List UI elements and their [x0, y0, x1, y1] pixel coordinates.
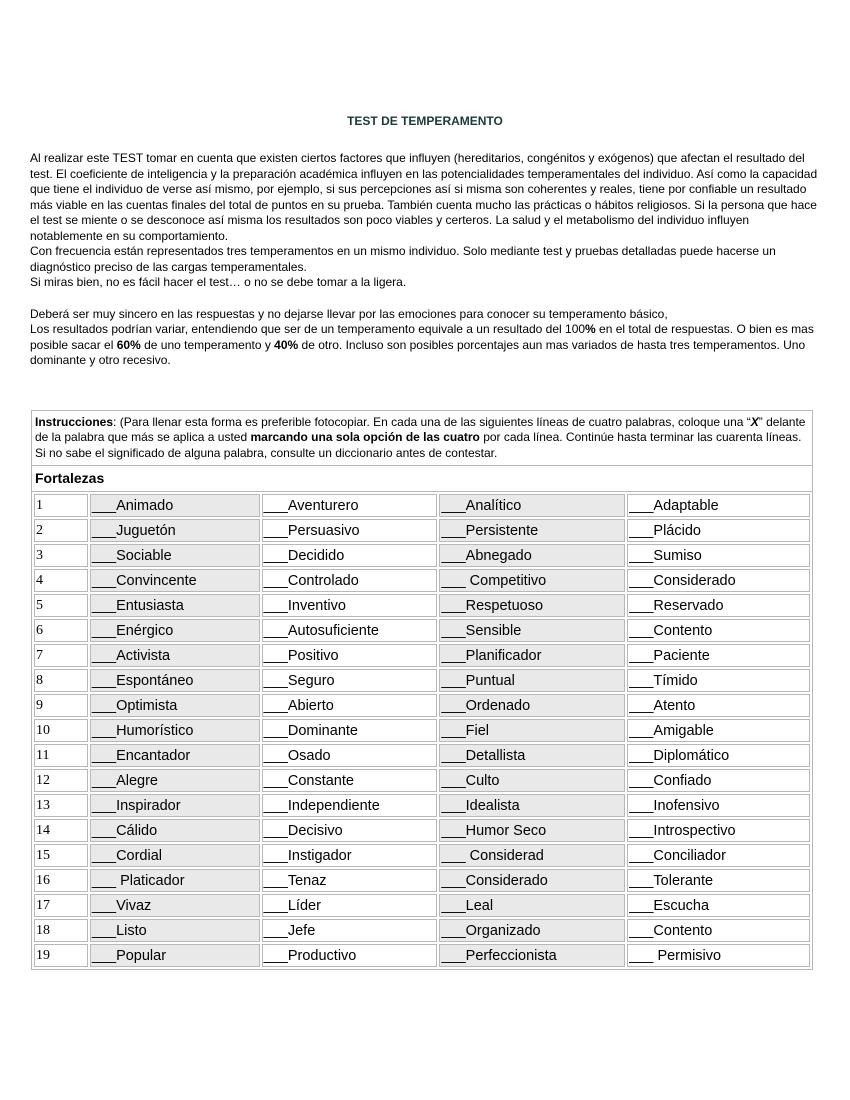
table-row [34, 744, 810, 767]
row-number: 19 [34, 944, 88, 967]
page-title: TEST DE TEMPERAMENTO [347, 114, 503, 128]
word-option[interactable]: ___Considerado [627, 569, 810, 592]
word-option[interactable]: ___Tenaz [262, 869, 438, 892]
table-row [34, 594, 810, 617]
word-option[interactable]: ___Tolerante [627, 869, 810, 892]
table-row [34, 569, 810, 592]
word-option[interactable]: ___Alegre [90, 769, 260, 792]
word-option[interactable]: ___Culto [439, 769, 625, 792]
row-number: 2 [34, 519, 88, 542]
word-option[interactable]: ___Popular [90, 944, 260, 967]
word-option[interactable]: ___Adaptable [627, 494, 810, 517]
table-row [34, 719, 810, 742]
row-number: 10 [34, 719, 88, 742]
row-number: 3 [34, 544, 88, 567]
word-option[interactable]: ___Controlado [262, 569, 438, 592]
word-option[interactable]: ___Inofensivo [627, 794, 810, 817]
intro-paragraph-3: Si miras bien, no es fácil hacer el test… o no se debe tomar a la ligera. [30, 275, 407, 289]
instructions-bold-text: marcando una sola opción de las cuatro [250, 430, 480, 445]
instructions-text: : (Para llenar esta forma es preferible fotocopiar. En cada una de las siguientes líneas de cuatro palabras, coloque una “ [113, 415, 751, 429]
table-row [34, 619, 810, 642]
word-option[interactable]: ___Contento [627, 919, 810, 942]
word-option[interactable]: ___Osado [262, 744, 438, 767]
word-option[interactable]: ___Plácido [627, 519, 810, 542]
word-option[interactable]: ___Idealista [439, 794, 625, 817]
word-option[interactable]: ___Constante [262, 769, 438, 792]
table-row [34, 644, 810, 667]
intro-text-run: de uno temperamento y [140, 337, 275, 352]
word-option[interactable]: ___Decisivo [262, 819, 438, 842]
word-option[interactable]: ___Encantador [90, 744, 260, 767]
row-number: 16 [34, 869, 88, 892]
row-number: 13 [34, 794, 88, 817]
word-option[interactable]: ___Juguetón [90, 519, 260, 542]
word-option[interactable]: ___Puntual [439, 669, 625, 692]
table-row [34, 844, 810, 867]
word-option[interactable]: ___Listo [90, 919, 260, 942]
word-option[interactable]: ___ Considerad [439, 844, 625, 867]
word-option[interactable]: ___Inspirador [90, 794, 260, 817]
instructions-x-mark: X [750, 415, 759, 429]
intro-text-run: Los resultados podrían variar, entendiendo que ser de un temperamento equivale a un resultado del 100 [30, 322, 586, 336]
row-number: 7 [34, 644, 88, 667]
table-row [34, 794, 810, 817]
word-option[interactable]: ___Animado [90, 494, 260, 517]
row-number: 8 [34, 669, 88, 692]
word-option[interactable]: ___Detallista [439, 744, 625, 767]
word-option[interactable]: ___Paciente [627, 644, 810, 667]
word-option[interactable]: ___Humor Seco [439, 819, 625, 842]
instructions-label: Instrucciones [35, 415, 114, 429]
word-option[interactable]: ___Líder [262, 894, 438, 917]
table-row [34, 544, 810, 567]
word-option[interactable]: ___Humorístico [90, 719, 260, 742]
word-option[interactable]: ___Activista [90, 644, 260, 667]
word-option[interactable]: ___ Platicador [90, 869, 260, 892]
word-option[interactable]: ___Cordial [90, 844, 260, 867]
intro-text [30, 151, 825, 369]
row-number: 15 [34, 844, 88, 867]
word-option[interactable]: ___Confiado [627, 769, 810, 792]
table-row [34, 869, 810, 892]
row-number: 12 [34, 769, 88, 792]
word-option[interactable]: ___Aventurero [262, 494, 438, 517]
row-number: 4 [34, 569, 88, 592]
word-option[interactable]: ___Sociable [90, 544, 260, 567]
row-number: 6 [34, 619, 88, 642]
word-option[interactable]: ___ Competitivo [439, 569, 625, 592]
instructions-text: por cada línea. Continúe hasta terminar las cuarenta líneas. Si no sabe el significado de alguna palabra, consulte un diccionario antes de contestar. [35, 430, 802, 460]
word-option[interactable]: ___Contento [627, 619, 810, 642]
table-row [34, 944, 810, 967]
word-option[interactable]: ___Cálido [90, 819, 260, 842]
word-option[interactable]: ___Optimista [90, 694, 260, 717]
row-number: 18 [34, 919, 88, 942]
row-number: 11 [34, 744, 88, 767]
table-row [34, 669, 810, 692]
word-option[interactable]: ___Abnegado [439, 544, 625, 567]
word-option[interactable]: ___Independiente [262, 794, 438, 817]
word-option[interactable]: ___Planificador [439, 644, 625, 667]
word-option[interactable]: ___Jefe [262, 919, 438, 942]
word-option[interactable]: ___Espontáneo [90, 669, 260, 692]
word-option[interactable]: ___Inventivo [262, 594, 438, 617]
word-option[interactable]: ___Atento [627, 694, 810, 717]
word-option[interactable]: ___Introspectivo [627, 819, 810, 842]
word-option[interactable]: ___Leal [439, 894, 625, 917]
words-table [32, 492, 812, 969]
table-row [34, 894, 810, 917]
instructions-text: ” delante de la palabra que más se aplica a usted [35, 415, 806, 445]
word-option[interactable]: ___Diplomático [627, 744, 810, 767]
row-number: 1 [34, 494, 88, 517]
word-option[interactable]: ___Analítico [439, 494, 625, 517]
word-option[interactable]: ___Ordenado [439, 694, 625, 717]
intro-paragraph-5 [30, 322, 825, 369]
table-row [34, 819, 810, 842]
table-row [34, 694, 810, 717]
word-option[interactable]: ___Escucha [627, 894, 810, 917]
table-row [34, 769, 810, 792]
intro-bold-60: 60% [116, 337, 141, 352]
row-number: 17 [34, 894, 88, 917]
row-number: 9 [34, 694, 88, 717]
word-option[interactable]: ___Amigable [627, 719, 810, 742]
intro-text-run: en el total de respuestas. O bien es mas posible sacar el [30, 322, 814, 352]
word-option[interactable]: ___Tímido [627, 669, 810, 692]
word-option[interactable]: ___Organizado [439, 919, 625, 942]
word-option[interactable]: ___Positivo [262, 644, 438, 667]
word-option[interactable]: ___Enérgico [90, 619, 260, 642]
row-number: 14 [34, 819, 88, 842]
intro-bold-40: 40% [274, 337, 299, 352]
intro-paragraph-2: Con frecuencia están representados tres temperamentos en un mismo individuo. Solo mediante test y pruebas detalladas puede hacerse un diagnóstico preciso de las cargas temperamentales. [30, 244, 776, 274]
word-option[interactable]: ___Perfeccionista [439, 944, 625, 967]
word-option[interactable]: ___Convincente [90, 569, 260, 592]
word-option[interactable]: ___Entusiasta [90, 594, 260, 617]
word-option[interactable]: ___Instigador [262, 844, 438, 867]
table-row [34, 494, 810, 517]
word-option[interactable]: ___Conciliador [627, 844, 810, 867]
word-option[interactable]: ___Fiel [439, 719, 625, 742]
intro-bold-percent: % [585, 322, 596, 336]
word-option[interactable]: ___Autosuficiente [262, 619, 438, 642]
word-option[interactable]: ___Considerado [439, 869, 625, 892]
word-option[interactable]: ___Productivo [262, 944, 438, 967]
intro-paragraph-4: Deberá ser muy sincero en las respuestas y no dejarse llevar por las emociones para conocer su temperamento básico, [30, 306, 668, 321]
table-row [34, 519, 810, 542]
word-option[interactable]: ___Seguro [262, 669, 438, 692]
word-option[interactable]: ___Abierto [262, 694, 438, 717]
intro-text-run: de otro. Incluso son posibles porcentajes aun mas variados de hasta tres temperamentos. Uno dominante y otro recesivo. [30, 337, 806, 367]
table-row [34, 919, 810, 942]
word-option[interactable]: ___Decidido [262, 544, 438, 567]
word-option[interactable]: ___Persuasivo [262, 519, 438, 542]
row-number: 5 [34, 594, 88, 617]
word-option[interactable]: ___Sumiso [627, 544, 810, 567]
word-option[interactable]: ___ Permisivo [627, 944, 810, 967]
word-option[interactable]: ___Vivaz [90, 894, 260, 917]
section-title-fortalezas: Fortalezas [32, 466, 812, 492]
intro-paragraph-1: Al realizar este TEST tomar en cuenta que existen ciertos factores que influyen (hereditarios, congénitos y exógenos) que afectan el resultado del test. El coeficiente de inteligencia y la preparación académica influyen en las potencialidades temperamentales del individuo. Así como la capacidad que tiene el individuo de verse así mismo, por ejemplo, si sus percepciones así si misma son coherentes y reales, tiene por confiable un resultado más viable en las cuentas finales del total de puntos en su prueba. También cuenta mucho las prácticas o hábitos religiosos. Si la persona que hace el test se miente o se desconoce así misma los resultados son poco viables y certeros. La salud y el metabolismo del individuo influyen notablemente en su comportamiento. [30, 151, 818, 243]
word-option[interactable]: ___Sensible [439, 619, 625, 642]
word-option[interactable]: ___Respetuoso [439, 594, 625, 617]
word-option[interactable]: ___Persistente [439, 519, 625, 542]
instructions [32, 411, 812, 466]
test-form [31, 410, 813, 970]
word-option[interactable]: ___Reservado [627, 594, 810, 617]
word-option[interactable]: ___Dominante [262, 719, 438, 742]
